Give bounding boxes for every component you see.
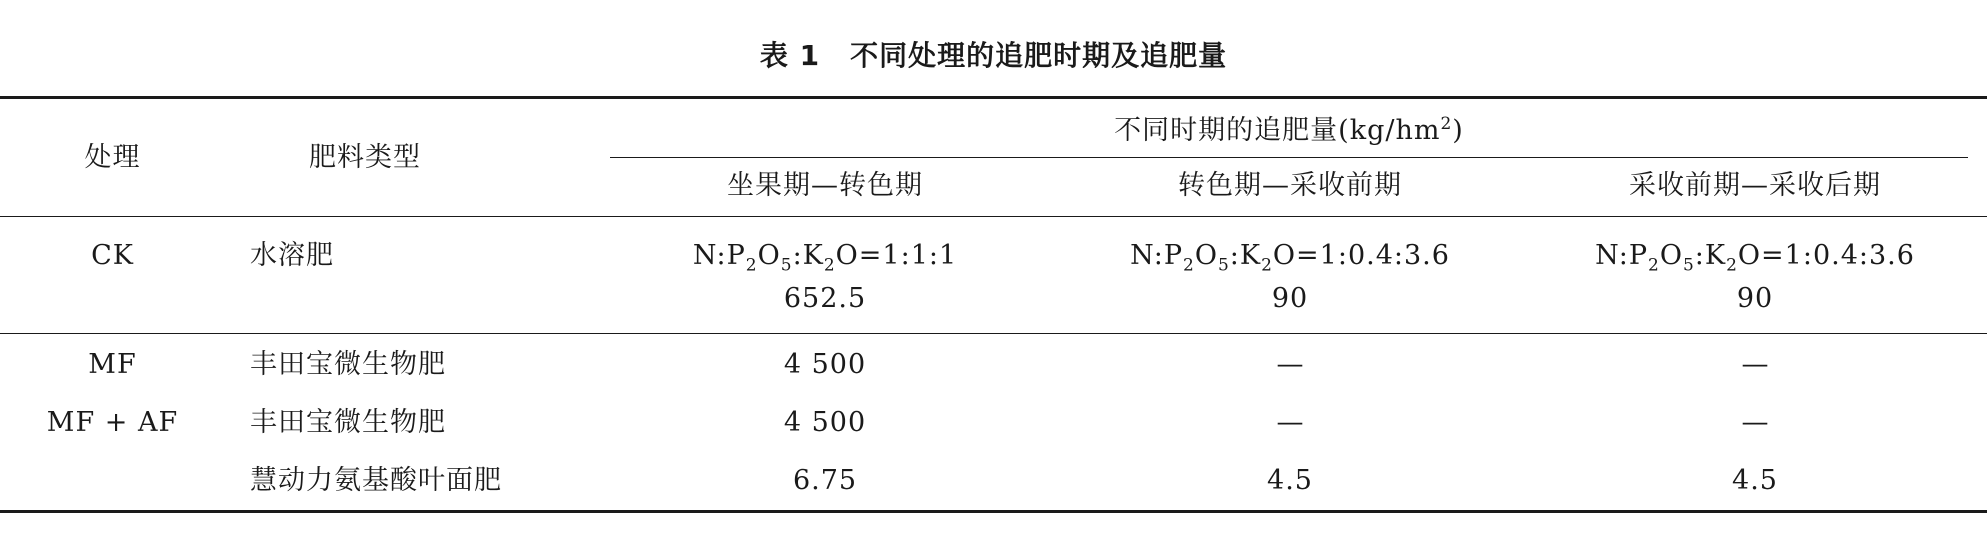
ratio-p-sub: 2	[1648, 255, 1660, 276]
ratio-o-sub: 5	[1217, 255, 1230, 276]
row-mf-amount-1: 4 500	[783, 349, 867, 380]
row-mf-fertilizer: 丰田宝微生物肥	[250, 349, 446, 380]
ratio-o: O	[1659, 240, 1683, 271]
header-group-title	[610, 112, 1968, 150]
row-mfaf-amount-1: 4 500	[783, 407, 867, 438]
ratio-n: N:P	[1595, 240, 1648, 271]
header-bottom-rule	[0, 216, 1987, 217]
row-foliar-fertilizer: 慧动力氨基酸叶面肥	[250, 465, 502, 496]
ratio-k-sub: 2	[823, 255, 836, 276]
row-ck-treatment: CK	[91, 240, 134, 271]
row-mf-treatment: MF	[88, 349, 137, 380]
row-mf-amount-3: —	[1741, 349, 1769, 380]
caption-number: 表 1	[759, 39, 821, 72]
ratio-o-sub: 5	[1682, 255, 1695, 276]
ratio-k: :K	[1229, 240, 1262, 271]
ratio-k-sub: 2	[1261, 255, 1273, 276]
ratio-rest: O=1:0.4:3.6	[1737, 240, 1915, 271]
table-caption	[0, 36, 1987, 76]
row-mfaf-treatment: MF + AF	[46, 407, 179, 438]
row-foliar-amount-3: 4.5	[1732, 465, 1778, 496]
header-period-1: 坐果期—转色期	[727, 170, 923, 201]
row-divider-rule	[0, 333, 1987, 334]
row-ck-amount-1: 652.5	[783, 283, 867, 314]
header-period-3: 采收前期—采收后期	[1629, 170, 1881, 201]
bottom-rule	[0, 510, 1987, 513]
group-title-sup: 2	[1440, 114, 1453, 134]
row-mfaf-amount-3: —	[1741, 407, 1769, 438]
row-mf-amount-2: —	[1276, 349, 1304, 380]
top-rule	[0, 96, 1987, 99]
ratio-o-sub: 5	[780, 255, 793, 276]
ratio-k: :K	[1694, 240, 1727, 271]
row-ck-ratio-1	[610, 237, 1040, 275]
row-ck-fertilizer: 水溶肥	[250, 240, 334, 271]
group-title-end: )	[1452, 115, 1464, 146]
ratio-k-sub: 2	[1726, 255, 1738, 276]
row-ck-ratio-2	[1060, 237, 1520, 275]
ratio-p-sub: 2	[1183, 255, 1195, 276]
caption-title: 不同处理的追肥时期及追肥量	[850, 39, 1228, 72]
header-treatment: 处理	[84, 142, 141, 173]
row-mfaf-amount-2: —	[1276, 407, 1304, 438]
ratio-n: N:P	[692, 240, 746, 271]
ratio-rest: O=1:0.4:3.6	[1272, 240, 1450, 271]
row-ck-ratio-3	[1530, 237, 1980, 275]
header-period-2: 转色期—采收前期	[1178, 170, 1402, 201]
ratio-n: N:P	[1130, 240, 1183, 271]
row-ck-amount-3: 90	[1736, 283, 1774, 314]
group-title-text: 不同时期的追肥量(kg/hm	[1114, 115, 1441, 146]
row-foliar-amount-2: 4.5	[1267, 465, 1313, 496]
row-mfaf-fertilizer: 丰田宝微生物肥	[250, 407, 446, 438]
ratio-o: O	[1194, 240, 1218, 271]
header-fertilizer-type: 肥料类型	[309, 142, 421, 173]
ratio-p-sub: 2	[745, 255, 758, 276]
ratio-o: O	[757, 240, 781, 271]
ratio-rest: O=1:1:1	[835, 240, 958, 271]
ratio-k: :K	[792, 240, 824, 271]
row-ck-amount-2: 90	[1271, 283, 1309, 314]
group-header-rule	[610, 157, 1968, 158]
row-foliar-amount-1: 6.75	[792, 465, 858, 496]
